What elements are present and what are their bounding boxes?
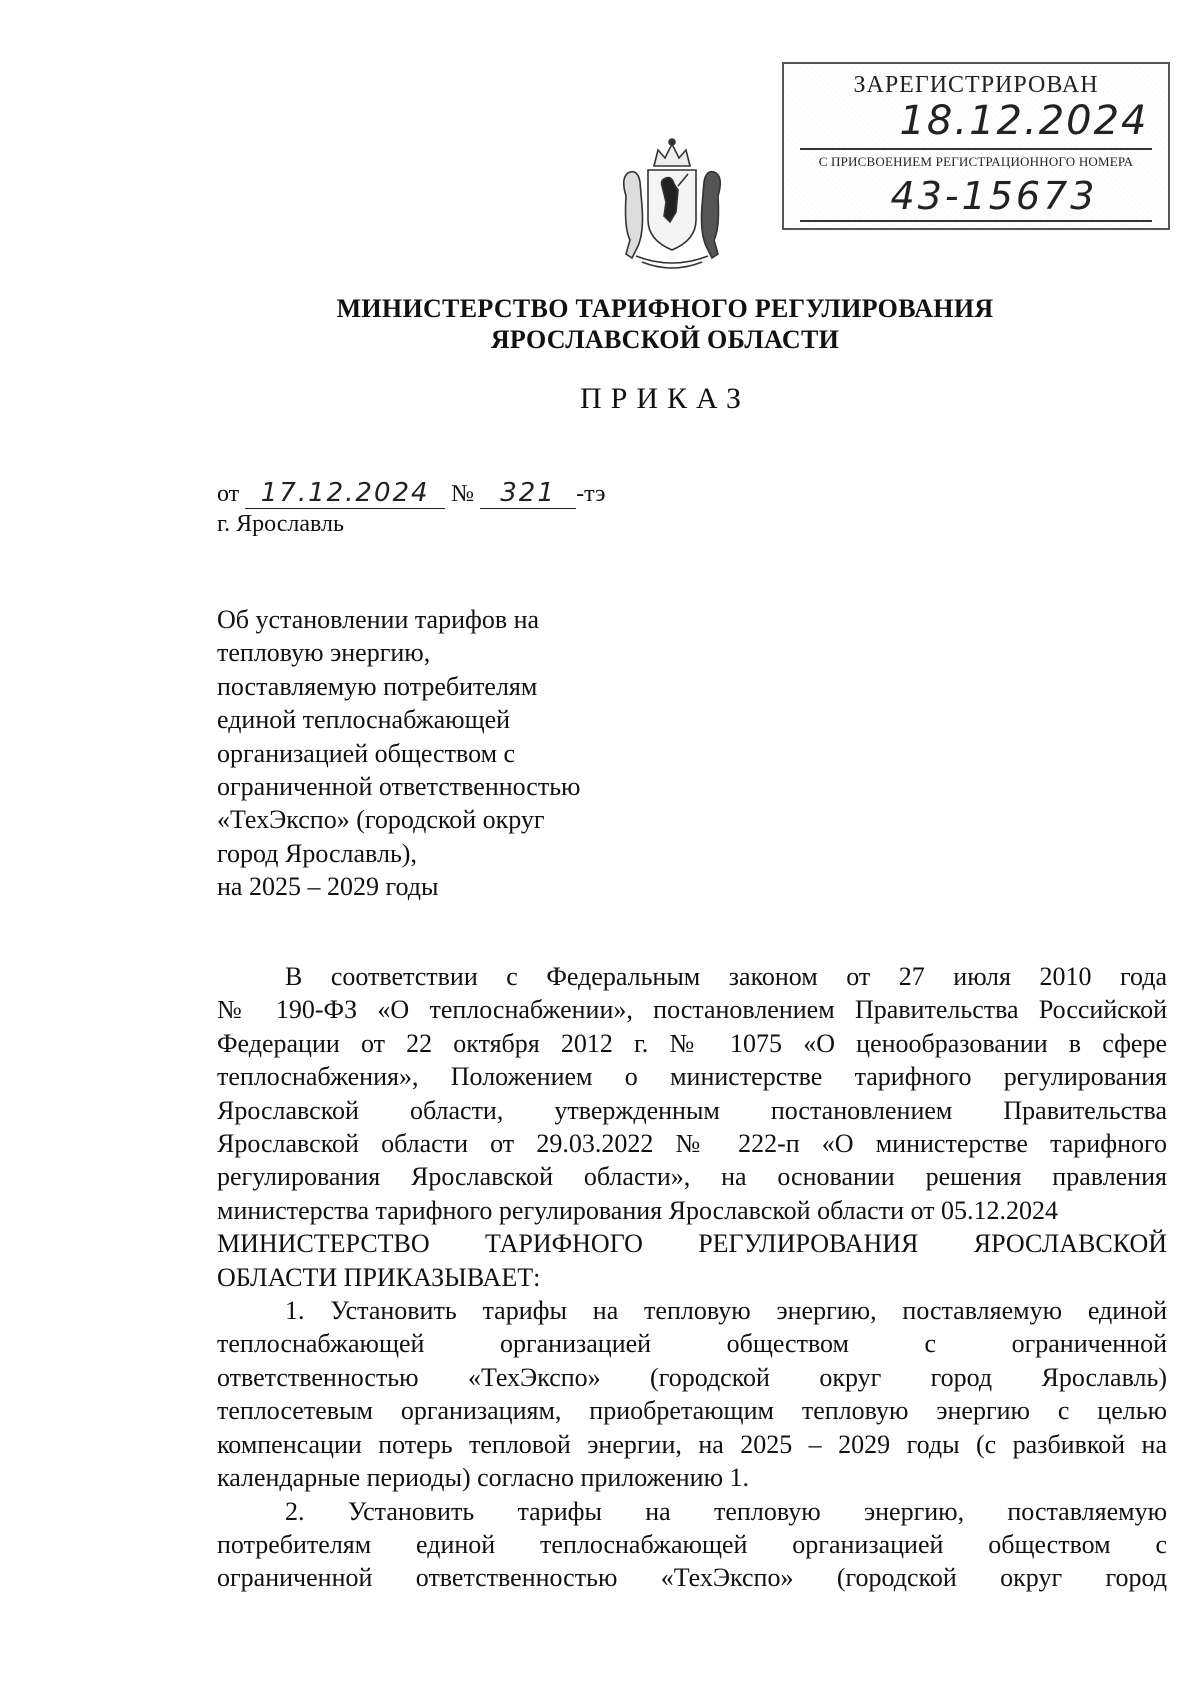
body-line: Федерации от 22 октября 2012 г. № 1075 «О ценообразовании в сфере — [217, 1028, 1167, 1058]
stamp-subtitle: С ПРИСВОЕНИЕМ РЕГИСТРАЦИОННОГО НОМЕРА — [818, 154, 1134, 169]
subject-line: Об установлении тарифов на — [217, 605, 540, 634]
subject-line: «ТехЭкспо» (городской округ — [217, 805, 545, 835]
order-date: 17.12.2024 — [245, 478, 445, 509]
document-type-heading: ПРИКАЗ — [580, 382, 750, 415]
subject-line: на 2025 – 2029 годы — [217, 872, 439, 902]
ministry-name-line-1: МИНИСТЕРСТВО ТАРИФНОГО РЕГУЛИРОВАНИЯ — [336, 294, 994, 323]
ministry-name-line-2: ЯРОСЛАВСКОЙ ОБЛАСТИ — [490, 325, 840, 354]
body-line: потребителям единой теплоснабжающей организацией обществом с — [217, 1529, 1167, 1559]
stamp-date: 18.12.2024 — [899, 98, 1149, 144]
body-line: В соответствии с Федеральным законом от 27 июля 2010 года — [285, 962, 1167, 991]
body-line: Ярославской области от 29.03.2022 № 222-п «О министерстве тарифного — [217, 1129, 1167, 1159]
body-line: теплосетевым организациям, приобретающим тепловую энергию с целью — [217, 1396, 1167, 1426]
stamp-registration-number: 43-15673 — [890, 174, 1098, 218]
body-line: теплоснабжения», Положением о министерстве тарифного регулирования — [217, 1062, 1167, 1092]
stamp-divider — [800, 220, 1152, 222]
subject-line: организацией обществом с — [217, 738, 516, 768]
order-body — [217, 960, 1167, 1595]
body-line: регулирования Ярославской области», на основании решения правления — [217, 1162, 1167, 1192]
subject-line: единой теплоснабжающей — [217, 705, 511, 735]
body-line: компенсации потерь тепловой энергии, на 2025 – 2029 годы (с разбивкой на — [217, 1429, 1167, 1459]
body-line: ограниченной ответственностью «ТехЭкспо» (городской округ город — [217, 1563, 1167, 1593]
order-city: г. Ярославль — [217, 511, 344, 537]
body-line: министерства тарифного регулирования Ярославской области от 05.12.2024 — [217, 1195, 1059, 1225]
body-line: МИНИСТЕРСТВО ТАРИФНОГО РЕГУЛИРОВАНИЯ ЯРОСЛАВСКОЙ — [217, 1229, 1167, 1259]
order-suffix: -тэ — [576, 481, 606, 507]
order-subject — [217, 603, 637, 904]
body-line: № 190-ФЗ «О теплоснабжении», постановлением Правительства Российской — [217, 995, 1167, 1025]
subject-line: город Ярославль), — [217, 838, 417, 868]
body-line: 1. Установить тарифы на тепловую энергию, поставляемую единой — [285, 1296, 1167, 1326]
body-line: ОБЛАСТИ ПРИКАЗЫВАЕТ: — [217, 1262, 541, 1292]
registration-stamp — [782, 62, 1170, 230]
body-line: Ярославской области, утвержденным постановлением Правительства — [217, 1095, 1167, 1125]
stamp-title: ЗАРЕГИСТРИРОВАН — [853, 72, 1099, 98]
yaroslavl-coat-of-arms-icon — [612, 136, 732, 272]
body-line: 2. Установить тарифы на тепловую энергию, поставляемую — [285, 1496, 1167, 1526]
subject-line: тепловую энергию, — [217, 638, 431, 668]
subject-line: поставляемую потребителям — [217, 671, 538, 701]
body-line: ответственностью «ТехЭкспо» (городской округ город Ярославль) — [217, 1362, 1167, 1392]
number-sign: № — [451, 481, 475, 507]
subject-line: ограниченной ответственностью — [217, 772, 581, 802]
stamp-divider — [800, 148, 1152, 150]
body-line: календарные периоды) согласно приложению 1. — [217, 1463, 750, 1493]
from-label: от — [217, 481, 240, 507]
body-line: теплоснабжающей организацией обществом с ограниченной — [217, 1329, 1167, 1359]
order-number: 321 — [480, 478, 576, 509]
order-date-number-line — [217, 478, 605, 509]
